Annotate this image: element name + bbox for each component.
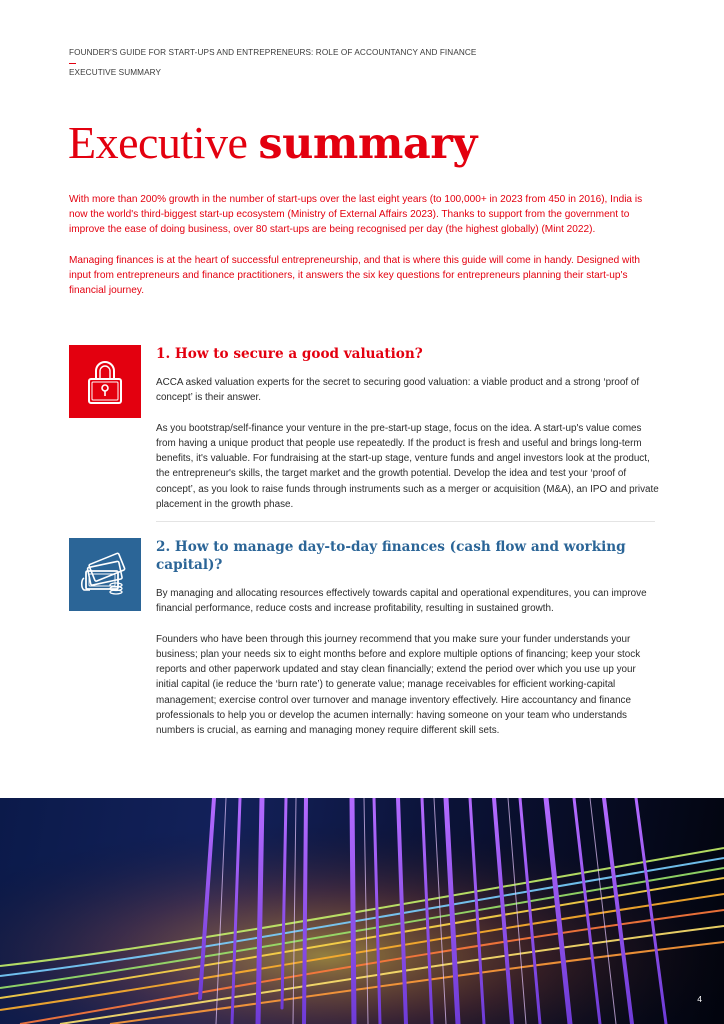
valuation-heading: 1. How to secure a good valuation? [156,346,423,362]
cash-icon [80,552,130,598]
intro-paragraph-1: With more than 200% growth in the number of start-ups over the last eight years (to 100,000+ in 2023 from 450 in 2016), India is now the world's third-biggest start-up ecosystem (Ministry of External Affairs 2023). Thanks to support from the government to improve the ease of doing business, over 80 start-ups are being recognised per day (the highest globally) (Mint 2022). [69,194,643,236]
valuation-paragraph-2: As you bootstrap/self-finance your venture in the pre-start-up stage, focus on the idea. A start-up's value comes from having a unique product that people use repeatedly. If the product is fresh and useful and brings long-term benefits, it's valuable. For fundraising at the start-up stage, venture funds and angel investors look at the product, the entrepreneur's skills, the target market and the growth potential. Develop the idea and test your ‘proof of concept’, as you look to raise funds through instruments such as a merger or acquisition (M&A), an IPO and private placement in the growth phase. [156,422,659,511]
padlock-icon [83,357,127,407]
loom-threads-illustration [0,798,724,1024]
intro-paragraph-2: Managing finances is at the heart of successful entrepreneurship, and that is where this guide will come in handy. Designed with input from entrepreneurs and finance practitioners, it answers the six key questions for entrepreneurs planning their start-up's financial journey. [69,254,640,297]
page-title-light: Executive [68,117,259,168]
valuation-icon-box [69,345,141,418]
header-rule [69,63,76,64]
running-header [69,48,689,78]
page-title [68,118,477,169]
section-divider [156,521,655,522]
page-title-bold: summary [258,119,477,169]
page-number: 4 [697,994,702,1004]
finances-body [156,538,659,754]
document-title: FOUNDER'S GUIDE FOR START-UPS AND ENTREPRENEURS: ROLE OF ACCOUNTANCY AND FINANCE [69,48,477,57]
intro [69,192,659,313]
finances-icon-box [69,538,141,611]
finances-heading: 2. How to manage day-to-day finances (cash flow and working capital)? [156,539,626,573]
valuation-body [156,345,659,527]
section-label: EXECUTIVE SUMMARY [69,67,162,77]
finances-paragraph-2: Founders who have been through this journey recommend that you make sure your funder understands your business; plan your needs six to eight months before and explore multiple options of financing; keep your stock reports and other paperwork updated and stay clean financially; extend the period over which you use up your initial capital (ie reduce the ‘burn rate’) to generate value; manage receivables for efficient working-capital management; exercise control over turnover and manage inventory effectively. Hire accountancy and finance professionals to help you or develop the acumen internally: having someone on your team who understands numbers is crucial, as earning and managing money require different skill sets. [156,633,641,737]
loom-threads-photo [0,798,724,1024]
finances-paragraph-1: By managing and allocating resources effectively towards capital and operational expenditures, you can improve financial performance, reduce costs and increase profitability, resulting in sustained growth. [156,588,647,615]
valuation-paragraph-1: ACCA asked valuation experts for the secret to securing good valuation: a viable product and a strong ‘proof of concept’ is their answer. [156,377,640,404]
